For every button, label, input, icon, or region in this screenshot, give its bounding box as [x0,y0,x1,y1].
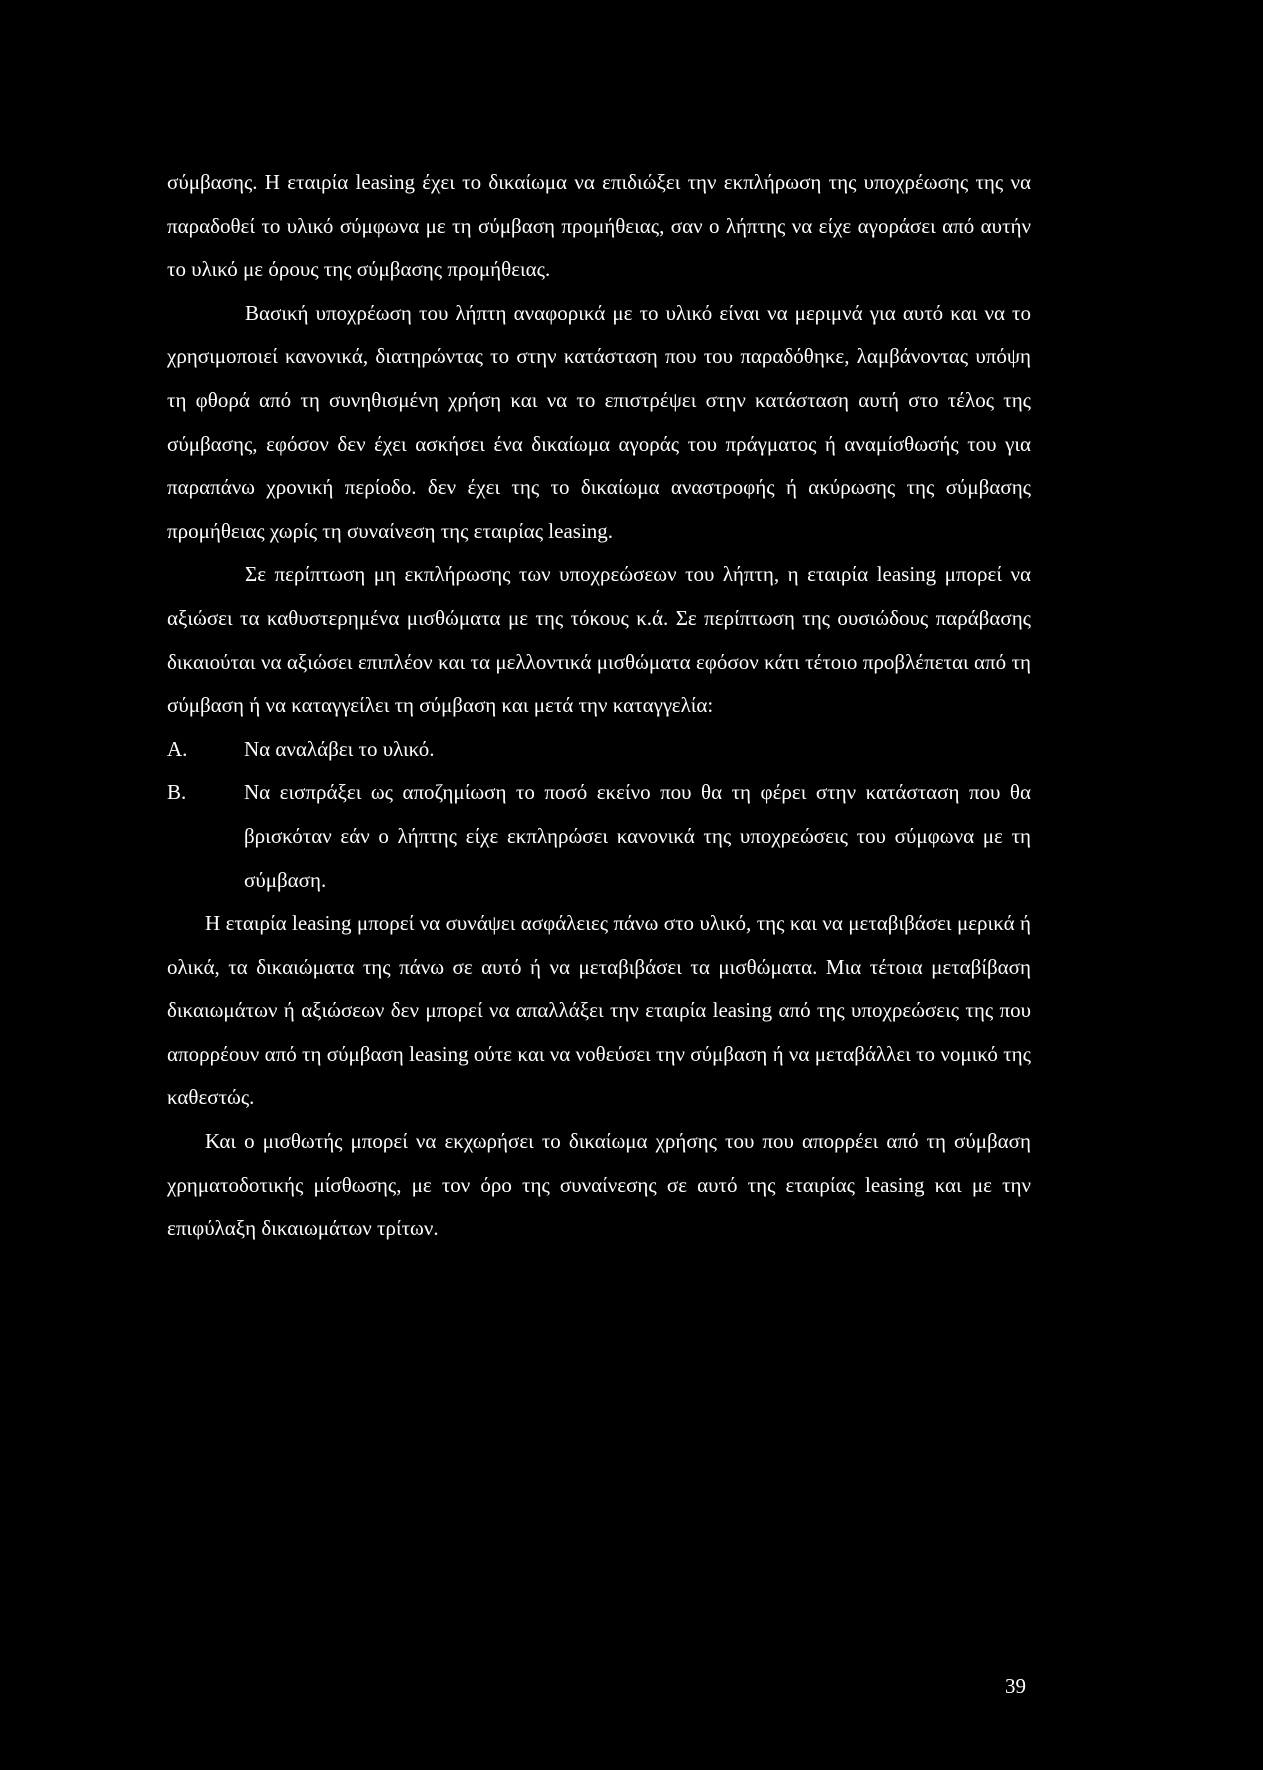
paragraph-4: Η εταιρία leasing μπορεί να συνάψει ασφάλειες πάνω στο υλικό, της και να μεταβιβάσει μερικά ή ολικά, τα δικαιώματα της πάνω σε αυτό ή να μεταβιβάσει τα μισθώματα. Μια τέτοια μεταβίβαση δικαιωμάτων ή αξιώσεων δεν μπορεί να απαλλάξει την εταιρία leasing από της υποχρεώσεις της που απορρέουν από τη σύμβαση leasing ούτε και να νοθεύσει την σύμβαση ή να μεταβάλλει το νομικό της καθεστώς. [167,911,1031,1110]
paragraph-2: Βασική υποχρέωση του λήπτη αναφορικά με το υλικό είναι να μεριμνά για αυτό και να το χρησιμοποιεί κανονικά, διατηρώντας το στην κατάσταση που του παραδόθηκε, λαμβάνοντας υπόψη τη φθορά από τη συνηθισμένη χρήση και να το επιστρέψει στην κατάσταση αυτή στο τέλος της σύμβασης, εφόσον δεν έχει ασκήσει ένα δικαίωμα αγοράς του πράγματος ή αναμίσθωσής του για παραπάνω χρονική περίοδο. δεν έχει της το δικαίωμα αναστροφής ή ακύρωσης της σύμβασης προμήθειας χωρίς τη συναίνεση της εταιρίας leasing. [167,300,1031,543]
list-text-a: Να αναλάβει το υλικό. [244,736,435,761]
paragraph-1: σύμβασης. Η εταιρία leasing έχει το δικαίωμα να επιδιώξει την εκπλήρωση της υποχρέωσης της να παραδοθεί το υλικό σύμφωνα με τη σύμβαση προμήθειας, σαν ο λήπτης να είχε αγοράσει από αυτήν το υλικό με όρους της σύμβασης προμήθειας. [167,170,1031,282]
list-item-b [167,771,1031,902]
document-body [167,161,1031,1251]
list-marker-b: Β. [167,780,187,805]
paragraph-5: Και ο μισθωτής μπορεί να εκχωρήσει το δικαίωμα χρήσης του που απορρέει από τη σύμβαση χρηματοδοτικής μίσθωσης, με τον όρο της συναίνεσης σε αυτό της εταιρίας leasing και με την επιφύλαξη δικαιωμάτων τρίτων. [167,1129,1031,1241]
page-number: 39 [1005,1674,1026,1698]
list-text-b: Να εισπράξει ως αποζημίωση το ποσό εκείνο που θα τη φέρει στην κατάσταση που θα βρισκόταν εάν ο λήπτης είχε εκπληρώσει κανονικά της υποχρεώσεις του σύμφωνα με τη σύμβαση. [244,780,1031,892]
list-item-a [167,728,1031,772]
paragraph-3: Σε περίπτωση μη εκπλήρωσης των υποχρεώσεων του λήπτη, η εταιρία leasing μπορεί να αξιώσει τα καθυστερημένα μισθώματα με της τόκους κ.ά. Σε περίπτωση της ουσιώδους παράβασης δικαιούται να αξιώσει επιπλέον και τα μελλοντικά μισθώματα εφόσον κάτι τέτοιο προβλέπεται από τη σύμβαση ή να καταγγείλει τη σύμβαση και μετά την καταγγελία: [167,562,1031,718]
list-marker-a: Α. [167,736,188,761]
